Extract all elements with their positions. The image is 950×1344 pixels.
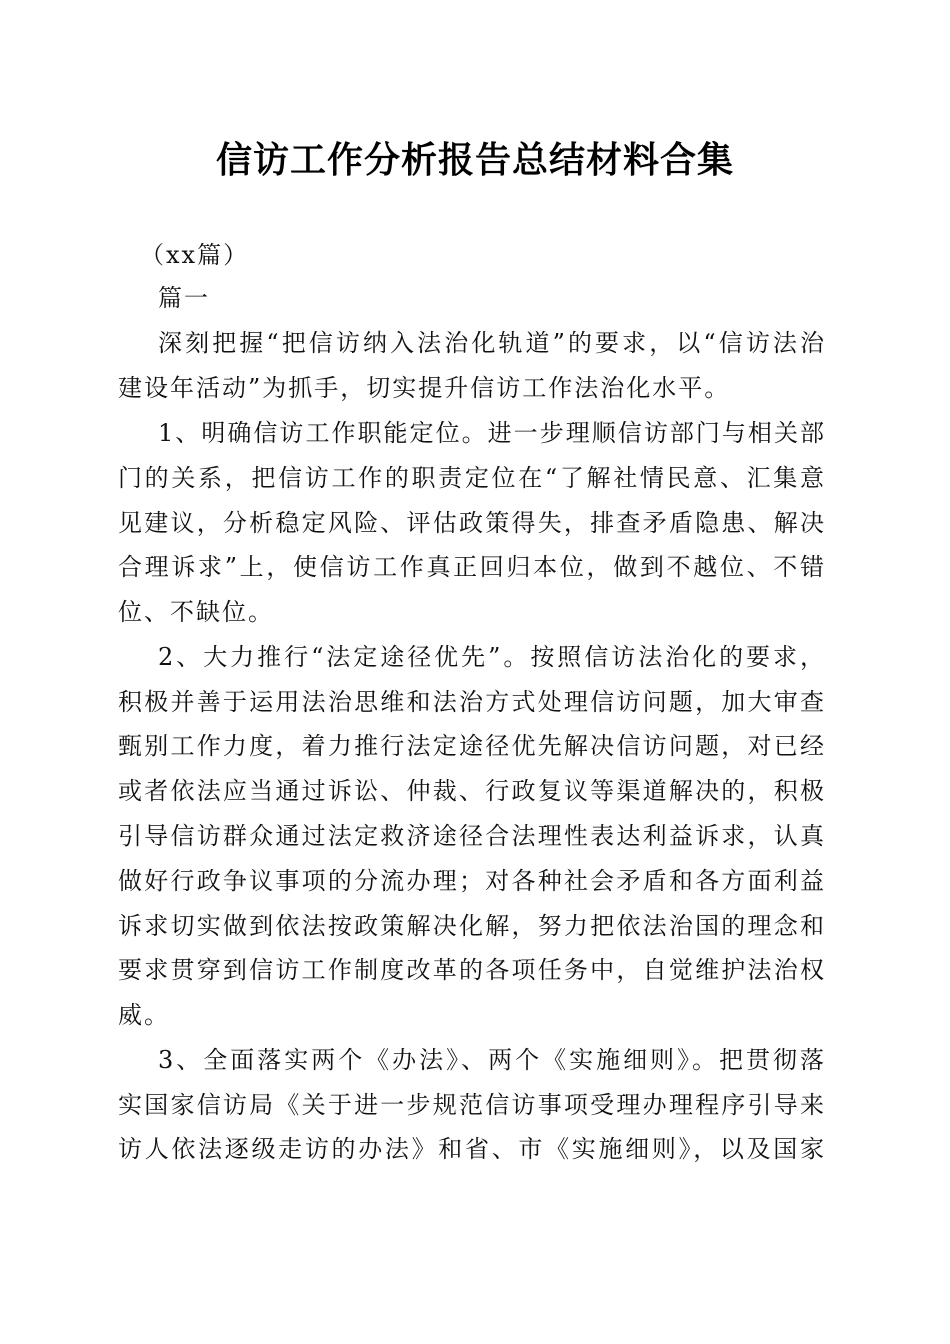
paragraph-line: 门的关系，把信访工作的职责定位在“了解社情民意、汇集意 [118, 464, 826, 492]
paragraph-line: 引导信访群众通过法定救济途径合法理性表达利益诉求，认真 [118, 822, 826, 850]
paragraph-line: 2、大力推行“法定途径优先”。按照信访法治化的要求， [158, 643, 826, 671]
paragraph-line: 威。 [118, 1001, 170, 1029]
paragraph-line: 要求贯穿到信访工作制度改革的各项任务中，自觉维护法治权 [118, 956, 826, 984]
paragraph-line: 位、不缺位。 [118, 598, 274, 626]
paragraph-line: 或者依法应当通过诉讼、仲裁、行政复议等渠道解决的，积极 [118, 777, 826, 805]
paragraph-line: 建设年活动”为抓手，切实提升信访工作法治化水平。 [118, 374, 731, 402]
paragraph-line: 甄别工作力度，着力推行法定途径优先解决信访问题，对已经 [118, 732, 826, 760]
paragraph-line: 合理诉求”上，使信访工作真正回归本位，做到不越位、不错 [118, 553, 826, 581]
paragraph-line: 做好行政争议事项的分流办理；对各种社会矛盾和各方面利益 [118, 867, 826, 895]
paragraph-line: 3、全面落实两个《办法》、两个《实施细则》。把贯彻落 [158, 1046, 826, 1074]
paragraph-line: 见建议，分析稳定风险、评估政策得失，排查矛盾隐患、解决 [118, 509, 826, 537]
document-subtitle: （xx篇） [140, 241, 250, 269]
paragraph-line: 访人依法逐级走访的办法》和省、市《实施细则》，以及国家 [118, 1135, 826, 1163]
paragraph-line: 1、明确信访工作职能定位。进一步理顺信访部门与相关部 [158, 419, 826, 447]
paragraph-line: 深刻把握“把信访纳入法治化轨道”的要求，以“信访法治 [158, 329, 826, 357]
paragraph-line: 积极并善于运用法治思维和法治方式处理信访问题，加大审查 [118, 688, 826, 716]
paragraph-line: 诉求切实做到依法按政策解决化解，努力把依法治国的理念和 [118, 912, 826, 940]
section-heading: 篇一 [158, 284, 210, 312]
paragraph-line: 实国家信访局《关于进一步规范信访事项受理办理程序引导来 [118, 1091, 826, 1119]
document-title: 信访工作分析报告总结材料合集 [215, 139, 734, 181]
